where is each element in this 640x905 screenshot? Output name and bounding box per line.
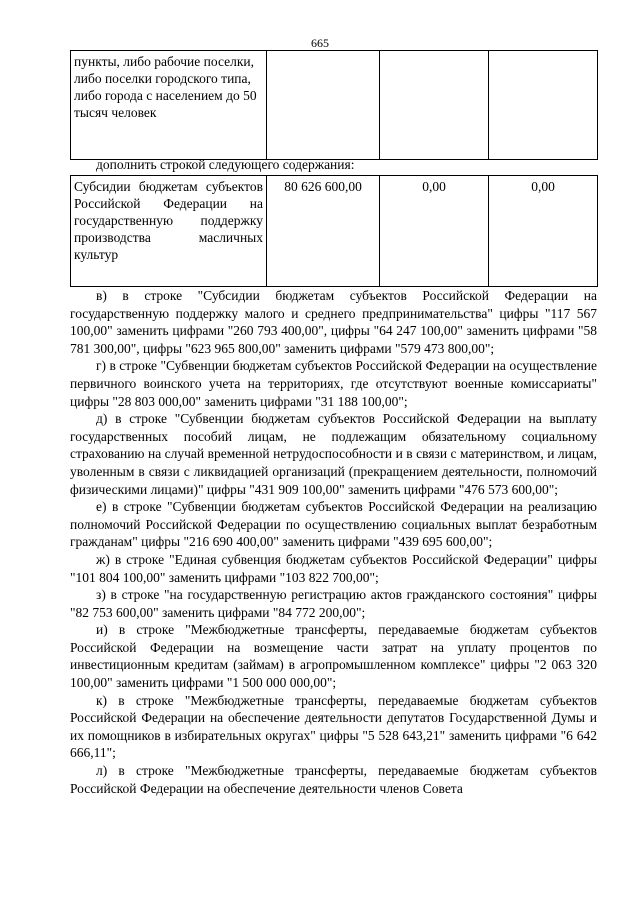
amendment-text — [70, 287, 597, 797]
add-row-instruction: дополнить строкой следующего содержания: — [96, 157, 355, 172]
paragraph-v: в) в строке "Субсидии бюджетам субъектов Российской Федерации на государственную поддержку малого и среднего предпринимательства" цифры "117 567 100,00" заменить цифрами "260 793 400,00", цифры "64 247 100,00" заменить цифрами "58 781 300,00", цифры "623 965 800,00" заменить цифрами "579 473 800,00"; — [70, 288, 597, 356]
table-cell-value — [489, 51, 598, 160]
paragraph-e: е) в строке "Субвенции бюджетам субъектов Российской Федерации на реализацию полномочий Российской Федерации по осуществлению социальных выплат безработным гражданам" цифры "216 690 400,00" заменить цифрами "439 695 600,00"; — [70, 499, 597, 550]
paragraph-g: г) в строке "Субвенции бюджетам субъектов Российской Федерации на осуществление первичного воинского учета на территориях, где отсутствуют военные комиссариаты" цифры "28 803 000,00" заменить цифрами "31 188 100,00"; — [70, 358, 597, 409]
new-row-table — [70, 175, 598, 287]
paragraph-d: д) в строке "Субвенции бюджетам субъектов Российской Федерации на выплату государственных пособий лицам, не подлежащим обязательному социальному страхованию на случай временной нетрудоспособности и в связи с материнством, и лицам, уволенным в связи с ликвидацией организаций (прекращением деятельности, полномочий физическими лицами)" цифры "431 909 100,00" заменить цифрами "476 573 600,00"; — [70, 411, 597, 497]
table-cell-value — [380, 51, 489, 160]
page-number: 665 — [311, 36, 329, 50]
table-row — [71, 176, 598, 287]
table-cell-value: 0,00 — [380, 176, 489, 287]
paragraph-k: к) в строке "Межбюджетные трансферты, передаваемые бюджетам субъектов Российской Федерации на обеспечение деятельности депутатов Государственной Думы и их помощников в избирательных округах" цифры "5 528 643,21" заменить цифрами "6 642 666,11"; — [70, 692, 597, 761]
paragraph-i: и) в строке "Межбюджетные трансферты, передаваемые бюджетам субъектов Российской Федерации на возмещение части затрат на уплату процентов по инвестиционным кредитам (займам) в агропромышленном комплексе" цифры "2 063 320 100,00" заменить цифрами "1 500 000 000,00"; — [70, 622, 597, 691]
table-cell-value: 80 626 600,00 — [267, 176, 380, 287]
table-cell-name: пункты, либо рабочие поселки, либо поселки городского типа, либо города с населением до 50 тысяч человек — [71, 51, 267, 160]
paragraph-zh: ж) в строке "Единая субвенция бюджетам субъектов Российской Федерации" цифры "101 804 100,00" заменить цифрами "103 822 700,00"; — [70, 551, 597, 585]
table-row — [71, 51, 598, 160]
paragraph-l: л) в строке "Межбюджетные трансферты, передаваемые бюджетам субъектов Российской Федерации на обеспечение деятельности членов Совета — [70, 763, 597, 796]
table-cell-name: Субсидии бюджетам субъектов Российской Федерации на государственную поддержку производства масличных культур — [71, 176, 267, 287]
paragraph-z: з) в строке "на государственную регистрацию актов гражданского состояния" цифры "82 753 600,00" заменить цифрами "84 772 200,00"; — [70, 587, 597, 620]
budget-table-continued — [70, 50, 598, 160]
table-cell-value: 0,00 — [489, 176, 598, 287]
table-cell-value — [267, 51, 380, 160]
